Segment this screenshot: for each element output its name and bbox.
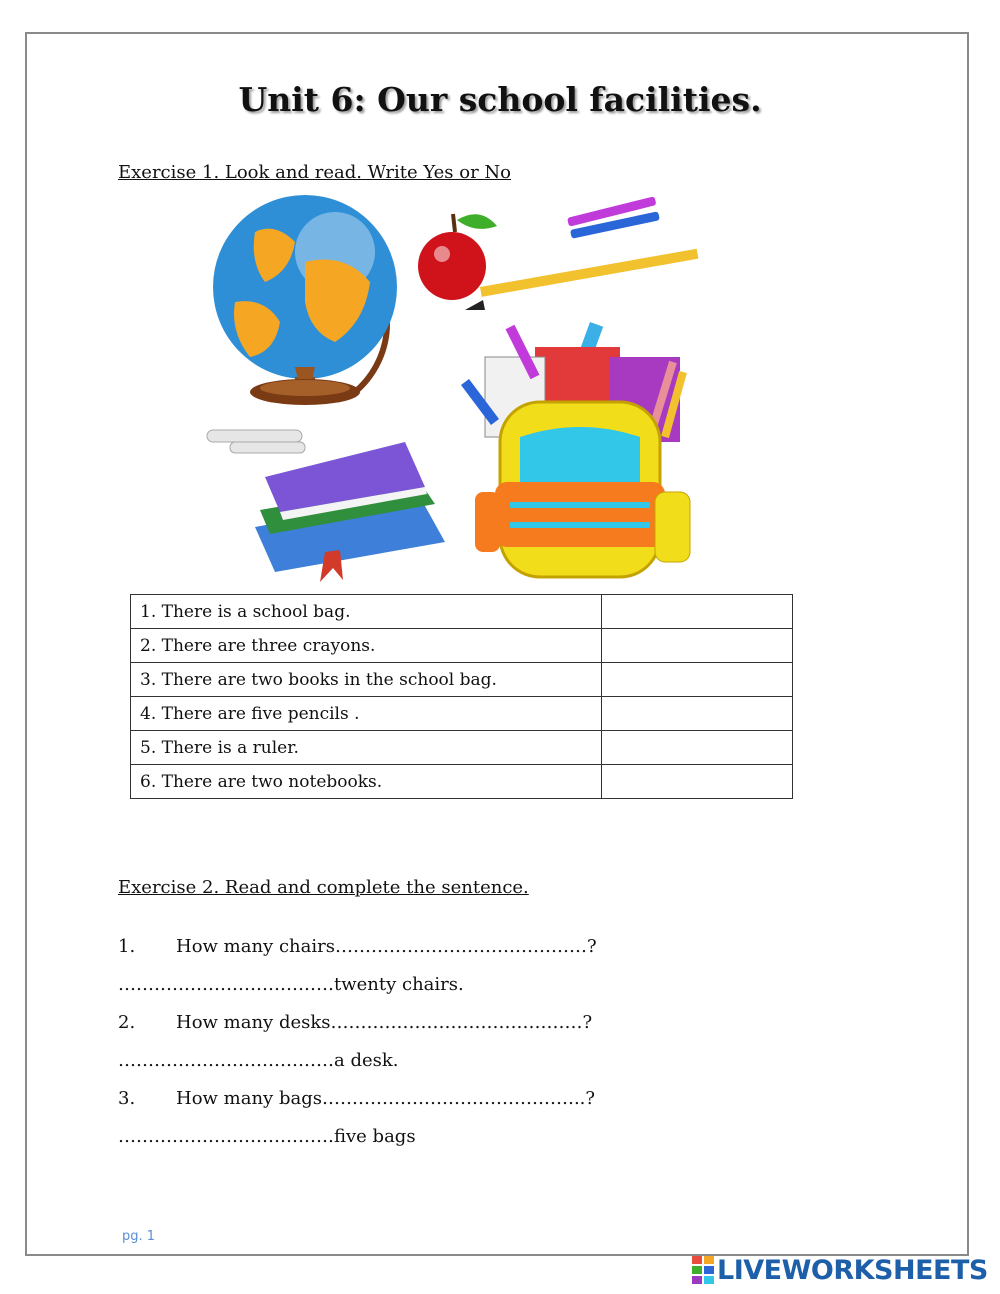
exercise1-heading: Exercise 1. Look and read. Write Yes or No (118, 162, 512, 183)
backpack-icon (465, 322, 690, 577)
pencil-icon (465, 249, 698, 310)
yes-no-table (130, 594, 793, 799)
crayons-icon (567, 196, 660, 239)
question-cell: 4. There are five pencils . (131, 697, 602, 731)
answer-line-3[interactable]: ………………………………five bags (118, 1126, 416, 1147)
answer-cell[interactable] (602, 697, 793, 731)
question-number: 2. (118, 1012, 136, 1033)
question-text[interactable]: How many bags……………………………………..? (176, 1088, 596, 1109)
question-text[interactable]: How many chairs……………………………………? (176, 936, 597, 957)
table-row (131, 595, 793, 629)
books-icon (207, 430, 445, 582)
page-title: Unit 6: Our school facilities. (238, 80, 762, 119)
question-line-1 (118, 936, 597, 957)
answer-line-1[interactable]: ………………………………twenty chairs. (118, 974, 464, 995)
question-number: 3. (118, 1088, 136, 1109)
globe-icon (213, 195, 397, 405)
question-line-2 (118, 1012, 592, 1033)
table-row (131, 731, 793, 765)
question-cell: 2. There are three crayons. (131, 629, 602, 663)
table-row (131, 629, 793, 663)
question-cell: 5. There is a ruler. (131, 731, 602, 765)
answer-line-2[interactable]: ………………………………a desk. (118, 1050, 399, 1071)
question-cell: 1. There is a school bag. (131, 595, 602, 629)
page-number: pg. 1 (122, 1229, 156, 1244)
school-supplies-illustration (195, 192, 710, 584)
answer-cell[interactable] (602, 629, 793, 663)
liveworksheets-logo-icon (692, 1256, 714, 1284)
exercise2-heading: Exercise 2. Read and complete the sentence. (118, 877, 529, 898)
question-text[interactable]: How many desks……………………………………? (176, 1012, 593, 1033)
table-row (131, 697, 793, 731)
answer-cell[interactable] (602, 731, 793, 765)
answer-cell[interactable] (602, 595, 793, 629)
answer-cell[interactable] (602, 663, 793, 697)
liveworksheets-logo[interactable] (692, 1254, 988, 1286)
question-cell: 6. There are two notebooks. (131, 765, 602, 799)
question-cell: 3. There are two books in the school bag. (131, 663, 602, 697)
question-number: 1. (118, 936, 136, 957)
question-line-3 (118, 1088, 595, 1109)
brand-name: LIVEWORKSHEETS (717, 1254, 988, 1286)
answer-cell[interactable] (602, 765, 793, 799)
table-row (131, 765, 793, 799)
table-row (131, 663, 793, 697)
